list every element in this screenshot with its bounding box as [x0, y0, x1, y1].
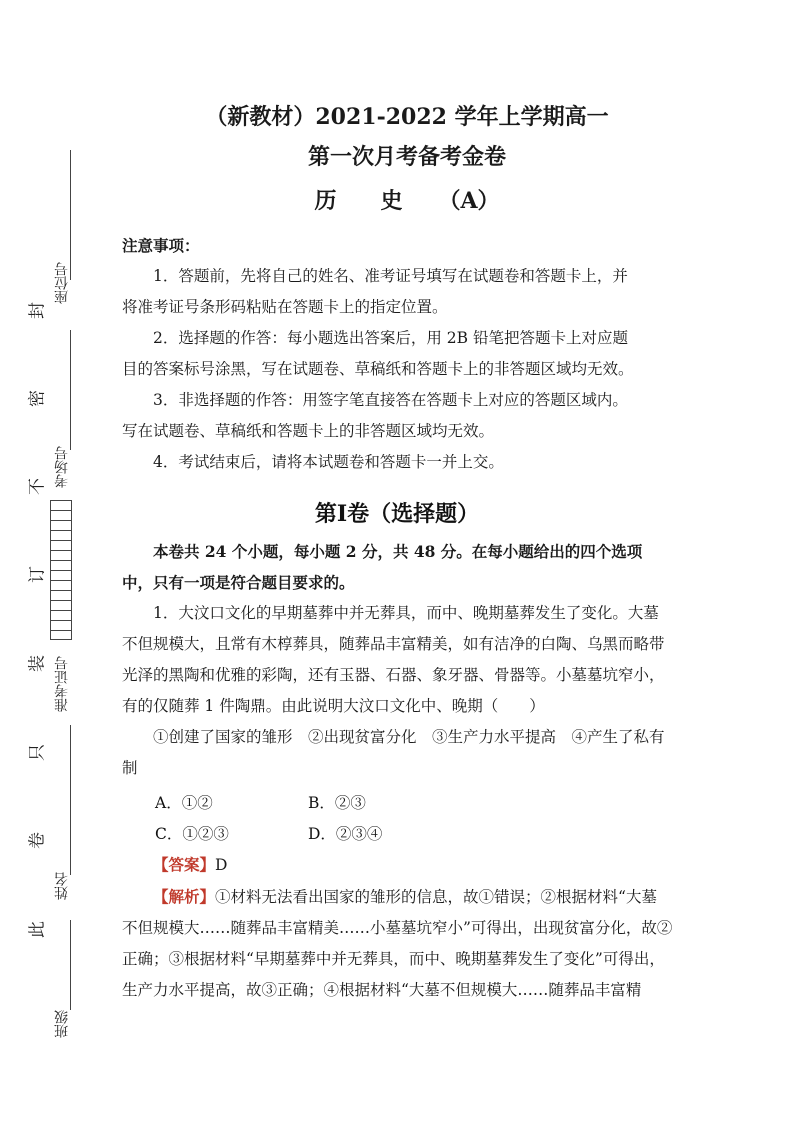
seal-char: 装 [27, 655, 48, 672]
margin-line [70, 725, 71, 875]
analysis-line-2: 不但规模大……随葬品丰富精美……小墓墓坑窄小”可得出，出现贫富分化，故② [122, 919, 673, 937]
notice-item-1b: 将准考证号条形码粘贴在答题卡上的指定位置。 [122, 298, 448, 316]
section-intro-b: 中，只有一项是符合题目要求的。 [122, 573, 355, 592]
option-c: C．①②③ [155, 825, 229, 843]
notice-block [122, 230, 688, 478]
margin-line [70, 920, 71, 1010]
subject-char-1: 历 [314, 188, 337, 214]
ticket-number-label: 准考证号 [54, 656, 70, 712]
notice-item-3b: 写在试题卷、草稿纸和答题卡上的非答题区域均无效。 [122, 422, 495, 440]
seal-char: 密 [27, 390, 48, 407]
notice-item-1a: 1．答题前，先将自己的姓名、准考证号填写在试题卷和答题卡上，并 [153, 267, 628, 285]
seal-char: 只 [27, 744, 48, 761]
seat-number-label: 座位号 [54, 262, 70, 304]
exam-room-label: 考场号 [54, 446, 70, 488]
statements-line-2: 制 [122, 759, 138, 777]
name-label: 姓名 [54, 872, 70, 900]
subject-char-2: 史 [380, 188, 403, 214]
question-block [122, 536, 688, 784]
seal-char: 卷 [27, 832, 48, 849]
notice-item-2a: 2．选择题的作答：每小题选出答案后，用 2B 铅笔把答题卡上对应题 [153, 329, 628, 347]
answer-tag: 【答案】 [153, 855, 216, 874]
notice-item-4: 4．考试结束后，请将本试题卷和答题卡一并上交。 [153, 453, 504, 471]
option-a: A．①② [155, 794, 213, 812]
seal-char: 订 [27, 566, 48, 583]
analysis-line-3: 正确；③根据材料“早期墓葬中并无葬具，而中、晚期墓葬发生了变化”可得出， [122, 950, 665, 968]
statements-line-1: ①创建了国家的雏形 ②出现贫富分化 ③生产力水平提高 ④产生了私有 [153, 728, 665, 746]
notice-heading: 注意事项： [122, 236, 200, 255]
seal-char: 封 [27, 302, 48, 319]
analysis-tag: 【解析】 [153, 887, 216, 906]
notice-item-2b: 目的答案标号涂黑，写在试题卷、草稿纸和答题卡上的非答题区域均无效。 [122, 360, 634, 378]
question-stem-1: 1．大汶口文化的早期墓葬中并无葬具，而中、晚期墓葬发生了变化。大墓 [153, 604, 659, 622]
question-stem-4: 有的仅随葬 1 件陶鼎。由此说明大汶口文化中、晚期（ ） [122, 697, 545, 715]
margin-line [70, 330, 71, 450]
question-stem-2: 不但规模大，且常有木椁葬具，随葬品丰富精美，如有洁净的白陶、乌黑而略带 [122, 635, 665, 653]
variant-label: （A） [438, 188, 500, 214]
analysis-text-1: ①材料无法看出国家的雏形的信息，故①错误；②根据材料“大墓 [215, 888, 657, 906]
seal-char: 此 [27, 921, 48, 938]
option-d: D．②③④ [308, 825, 383, 843]
section-intro-a: 本卷共 24 个小题，每小题 2 分，共 48 分。在每小题给出的四个选项 [153, 542, 643, 561]
class-label: 班级 [54, 1010, 70, 1038]
answer-block [122, 849, 688, 1006]
question-stem-3: 光泽的黑陶和优雅的彩陶，还有玉器、石器、象牙器、骨器等。小墓墓坑窄小， [122, 666, 665, 684]
subject-title [10, 184, 794, 215]
analysis-line-1 [122, 881, 688, 913]
seal-char: 不 [27, 478, 48, 495]
answer-line [122, 849, 688, 881]
answer-value: D [215, 856, 228, 874]
exam-title-line1: （新教材）2021-2022 学年上学期高一 [205, 104, 609, 130]
exam-title-line2: 第一次月考备考金卷 [307, 144, 506, 170]
analysis-line-4: 生产力水平提高，故③正确；④根据材料“大墓不但规模大……随葬品丰富精 [122, 981, 642, 999]
notice-item-3a: 3．非选择题的作答：用签字笔直接答在答题卡上对应的答题区域内。 [153, 391, 628, 409]
option-b: B．②③ [308, 794, 366, 812]
section-title: 第Ⅰ卷（选择题） [314, 501, 480, 527]
